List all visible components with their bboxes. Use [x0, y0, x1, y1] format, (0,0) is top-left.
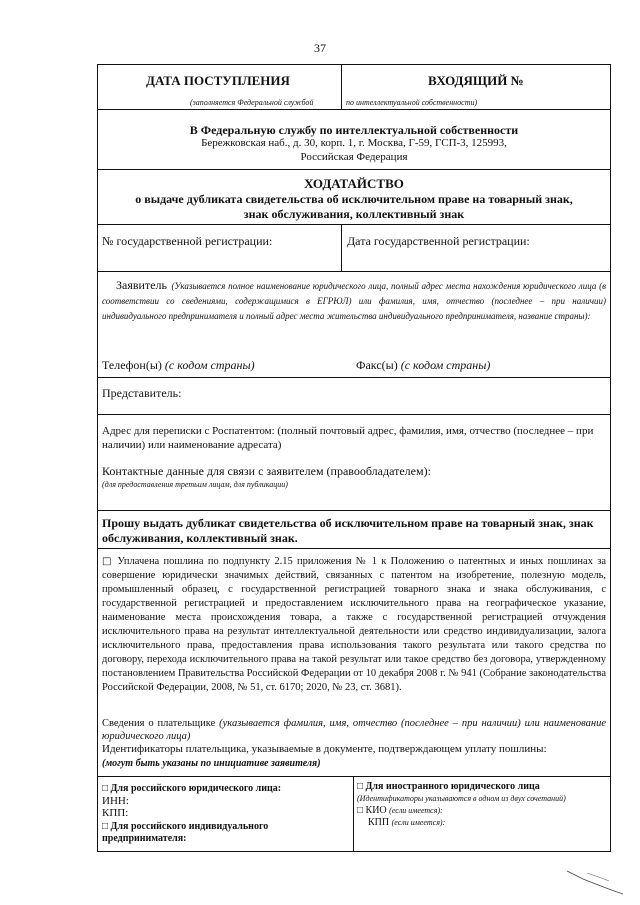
kpp-label: КПП: — [102, 807, 129, 819]
fee-checkbox[interactable]: □ — [102, 556, 114, 567]
addressee-title: В Федеральную службу по интеллектуальной собственности — [189, 123, 519, 137]
fee-text: Уплачена пошлина по подпункту 2.15 приложения № 1 к Положению о патентных и иных пошлинах за совершение юридически значимых действий, связанных с патентом на изобретение, полезную модель, промышленный образец, с государственной регистрацией товарного знака и знака обслуживания, с государственной регистрацией и предоставлением исключительного права на географическое указание, наименование места происхождения товара, а также с государственной регистрацией отчуждения исключительного права на результат интеллектуальной деятельности или средство индивидуализации, залога исключительного права, предоставления права использования такого результата или такого средства по договору, перехода исключительного права на такой результат или такое средство без договора, утвержденному постановлением Правительства Российской Федерации от 10 декабря 2008 г. № 941 (Собрание законодательства Российской Федерации, 2008, № 51, ст. 6170; 2020, № 23, ст. 3681). — [102, 556, 607, 693]
kpp-foreign-line — [368, 817, 445, 828]
petition-subtitle-1: о выдаче дубликата свидетельства об исключительном праве на товарный знак, — [135, 192, 573, 206]
header-row — [98, 65, 610, 110]
correspondence-row — [98, 415, 610, 511]
addressee-country: Российская Федерация — [300, 151, 408, 163]
fax-label: Факс(ы) — [356, 358, 398, 372]
applicant-text — [102, 278, 606, 323]
correspondence-address: Адрес для переписки с Роспатентом: (полный почтовый адрес, фамилия, имя, отчество (последнее – при наличии) или наименование адресата) — [102, 425, 594, 451]
registration-date-label: Дата государственной регистрации: — [347, 234, 530, 248]
representative-row — [98, 378, 610, 415]
registration-number-label: № государственной регистрации: — [102, 234, 273, 248]
fee-row — [98, 549, 610, 777]
inn-label: ИНН: — [102, 795, 129, 807]
applicant-label: Заявитель — [116, 278, 167, 292]
payer-ids-divider — [353, 777, 354, 851]
kio-hint: (если имеется): — [389, 806, 443, 815]
payer-label: Сведения о плательщике — [102, 718, 216, 729]
kpp-foreign-label: КПП — [368, 817, 390, 828]
foreign-entity-label[interactable]: □ Для иностранного юридического лица — [357, 781, 540, 792]
kpp-foreign-hint: (если имеется): — [391, 818, 446, 827]
fill-note-right: по интеллектуальной собственности) — [346, 98, 478, 107]
payer-hint: (указывается фамилия, имя, отчество (последнее – при наличии) или наименование юридического лица) — [102, 718, 606, 742]
ru-entity-label[interactable]: □ Для российского юридического лица: — [102, 783, 282, 794]
header-divider — [341, 65, 342, 109]
fee-paragraph — [102, 555, 606, 695]
addressee-address: Бережковская наб., д. 30, корп. 1, г. Москва, Г-59, ГСП-3, 125993, — [201, 137, 507, 149]
page-number: 37 — [314, 41, 326, 55]
contacts-hint: (для предоставления третьим лицам, для публикации) — [102, 480, 288, 489]
payer-ids-row — [98, 777, 610, 851]
incoming-number-label: ВХОДЯЩИЙ № — [428, 73, 524, 88]
payer-paragraph — [102, 717, 606, 743]
payer-ids-hint: (могут быть указаны по инициативе заявителя) — [102, 758, 321, 769]
fax-hint: (с кодом страны) — [400, 358, 491, 372]
kio-label[interactable]: □ КИО — [357, 805, 387, 816]
received-date-label: ДАТА ПОСТУПЛЕНИЯ — [146, 73, 290, 88]
pen-mark — [565, 867, 625, 897]
request-text: Прошу выдать дубликат свидетельства об исключительном праве на товарный знак, знак обслуживания, коллективный знак. — [102, 516, 594, 545]
addressee-row — [98, 110, 610, 170]
fax-line — [356, 358, 490, 373]
phone-hint: (с кодом страны) — [164, 358, 255, 372]
petition-form — [97, 64, 611, 852]
registration-divider — [341, 225, 342, 271]
request-row — [98, 511, 610, 549]
petition-title-row — [98, 170, 610, 225]
foreign-entity-hint: (Идентификаторы указываются в одном из двух сочетаний) — [357, 794, 566, 803]
ru-ie-label-1[interactable]: □ Для российского индивидуального — [102, 821, 269, 832]
fill-note-left: (заполняется Федеральной службой — [190, 98, 314, 107]
ru-ie-label-2: предпринимателя: — [102, 833, 187, 844]
registration-row — [98, 225, 610, 272]
phone-label: Телефон(ы) — [102, 358, 162, 372]
petition-subtitle-2: знак обслуживания, коллективный знак — [243, 207, 465, 221]
applicant-hint: (Указывается полное наименование юридического лица, полный адрес места нахождения юридического лица (в соответствии со сведениями, содержащимися в ЕГРЮЛ) или фамилия, имя, отчество (последнее – при наличии) индивидуального предпринимателя и полный адрес места жительства индивидуального предпринимателя, название страны): — [102, 281, 607, 321]
contacts-label: Контактные данные для связи с заявителем (правообладателем): — [102, 464, 431, 478]
applicant-row — [98, 272, 610, 378]
representative-label: Представитель: — [102, 386, 182, 400]
kio-line — [357, 805, 443, 816]
payer-ids-label: Идентификаторы плательщика, указываемые в документе, подтверждающем уплату пошлины: — [102, 743, 547, 755]
phone-line — [102, 358, 255, 373]
petition-title: ХОДАТАЙСТВО — [304, 176, 404, 191]
